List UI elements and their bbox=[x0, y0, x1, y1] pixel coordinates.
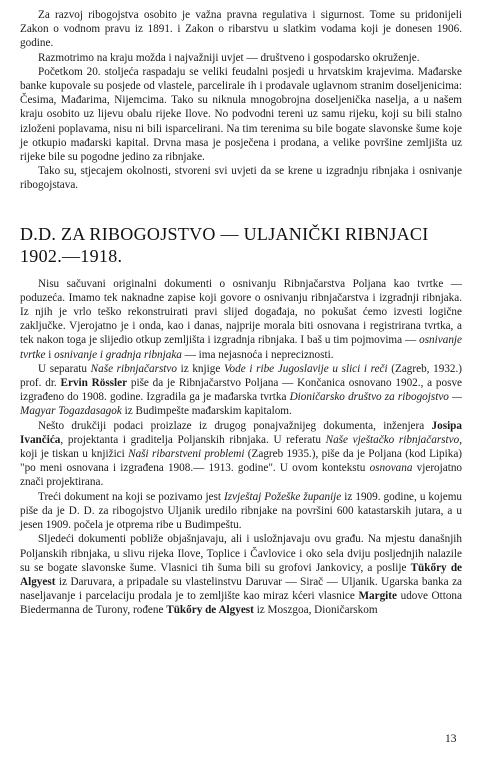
person-name: Tükőry de Algyest bbox=[166, 604, 254, 617]
paragraph-conditions-created: Tako su, stjecajem okolnosti, stvoreni svi uvjeti da se krene u izgradnju ribnjaka i osnivanje ribogojstava. bbox=[20, 165, 462, 192]
paragraph-rossler-separate: U separatu Naše ribnjačarstvo iz knjige Vode i ribe Jugoslavije u slici i reči (Zagreb, 1932.) prof. dr. Ervin Rössler piše da je Ribnjačarstvo Poljana — Končanica osnovano 1902., a posve izgrađeno do 1908. godine. Izgradila ga je mađarska tvrtka Dioničarsko društvo za ribogojstvo — Magyar Togazdasagok iz Budimpešte mađarskim kapitalom. bbox=[20, 362, 463, 418]
paragraph-ivancic-document: Nešto drukčiji podaci proizlaze iz drugog ponajvažnijeg dokumenta, inženjera Josipa Ivančića, projektanta i graditelja Poljanskih ribnjaka. U referatu Naše vještačko ribnjačarstvo, koji je tiskan u knjižici Naši ribarstveni problemi (Zagreb 1935.), piše da je Poljana (kod Lipika) "po meni osnovana i izgrađena 1908.— 1913. godine". U ovom kontekstu osnovana vjerojatno znači projektirana. bbox=[20, 419, 463, 489]
paragraph-original-documents: Nisu sačuvani originalni dokumenti o osnivanju Ribnjačarstva Poljana kao tvrtke — poduzeća. Imamo tek naknadne zapise koji govore o osnivanju ribnjačarstva i izgradnji ribnjaka. Iz njih je vrlo teško rekonstruirati pravi slijed događaja, no pokušat ćemo izvesti logične zaključke. Vjerojatno je i onda, kao i danas, najprije morala biti osnovana i registrirana tvrtka, a tek nakon toga je slijedio otkup zemljišta i izgradnja ribnjaka. I baš u tim pojmovima — osnivanje tvrtke i osnivanje i gradnja ribnjaka — ima nejasnoća i nepreciznosti. bbox=[20, 277, 462, 361]
page-number: 13 bbox=[445, 733, 457, 745]
person-name: Tükőry de Algyest bbox=[20, 561, 463, 588]
person-name: Josipa Ivančića bbox=[20, 419, 462, 446]
person-name: Ervin Rössler bbox=[60, 377, 128, 390]
section-heading: D.D. ZA RIBOGOJSTVO — ULJANIČKI RIBNJACI 1902.—1918. bbox=[20, 223, 429, 266]
paragraph-third-document: Treći dokument na koji se pozivamo jest Izvještaj Požeške županije iz 1909. godine, u kojemu piše da je D. D. za ribogojstvo Uljanik uredilo ribnjake na površini 600 katastarskih jutara, a u jesen 1909. počela je otprema ribe u Budimpeštu. bbox=[20, 490, 462, 532]
paragraph-feudal-estates: Početkom 20. stoljeća raspadaju se veliki feudalni posjedi u hrvatskim krajevima. Mađarske banke kupovale su posjede od vlastele, parcelirale ih i prodavale uglavnom stranim doseljenicima: Česima, Mađarima, Nijemcima. Tako su niknula mnogobrojna doseljenička naselja, a u našem kraju osobito uz lijevu obalu rijeke Ilove. No podvodni tereni uz samu rijeku, koji su bili stalno izloženi poplavama, nisu ni bili isparcelirani. Na tim terenima su bile bogate slavonske šume koje je otkupio mađarski kapital. Drvna masa je posječena i prodana, a velike površine zemljišta uz rijeke bile su pogodne jedino za ribnjake. bbox=[20, 65, 462, 164]
paragraph-legal-regulation: Za razvoj ribogojstva osobito je važna pravna regulativa i sigurnost. Tome su pridonijeli Zakon o vodnom pravu iz 1891. i Zakon o ribarstvu u slatkim vodama koji je donesen 1906. godine. bbox=[20, 9, 462, 50]
document-page bbox=[20, 8, 462, 618]
paragraph-following-documents: Sljedeći dokumenti pobliže objašnjavaju, ali i usložnjavaju ovu građu. Na mjestu današnjih Poljanskih ribnjaka, u slivu rijeka Ilove, Toplice i Čavlovice i oko sela dviju posljednjih nalazile su se bogate slavonske šume. Vlasnici tih šuma bili su grofovi Jankovicy, a poslije Tükőry de Algyest iz Daruvara, a pripadale su vlastelinstvu Daruvar — Sirač — Uljanik. Ugarska banka za naseljavanje i parcelaciju prodala je to zemljište kao miraz kćeri vlasnice Margite udove Ottona Biedermanna de Turony, rođene Tükőry de Algyest iz Moszgoa, Dioničarskom bbox=[20, 533, 463, 617]
paragraph-social-environment: Razmotrimo na kraju možda i najvažniji uvjet — društveno i gospodarsko okruženje. bbox=[38, 51, 420, 64]
person-name: Margite bbox=[358, 590, 397, 603]
